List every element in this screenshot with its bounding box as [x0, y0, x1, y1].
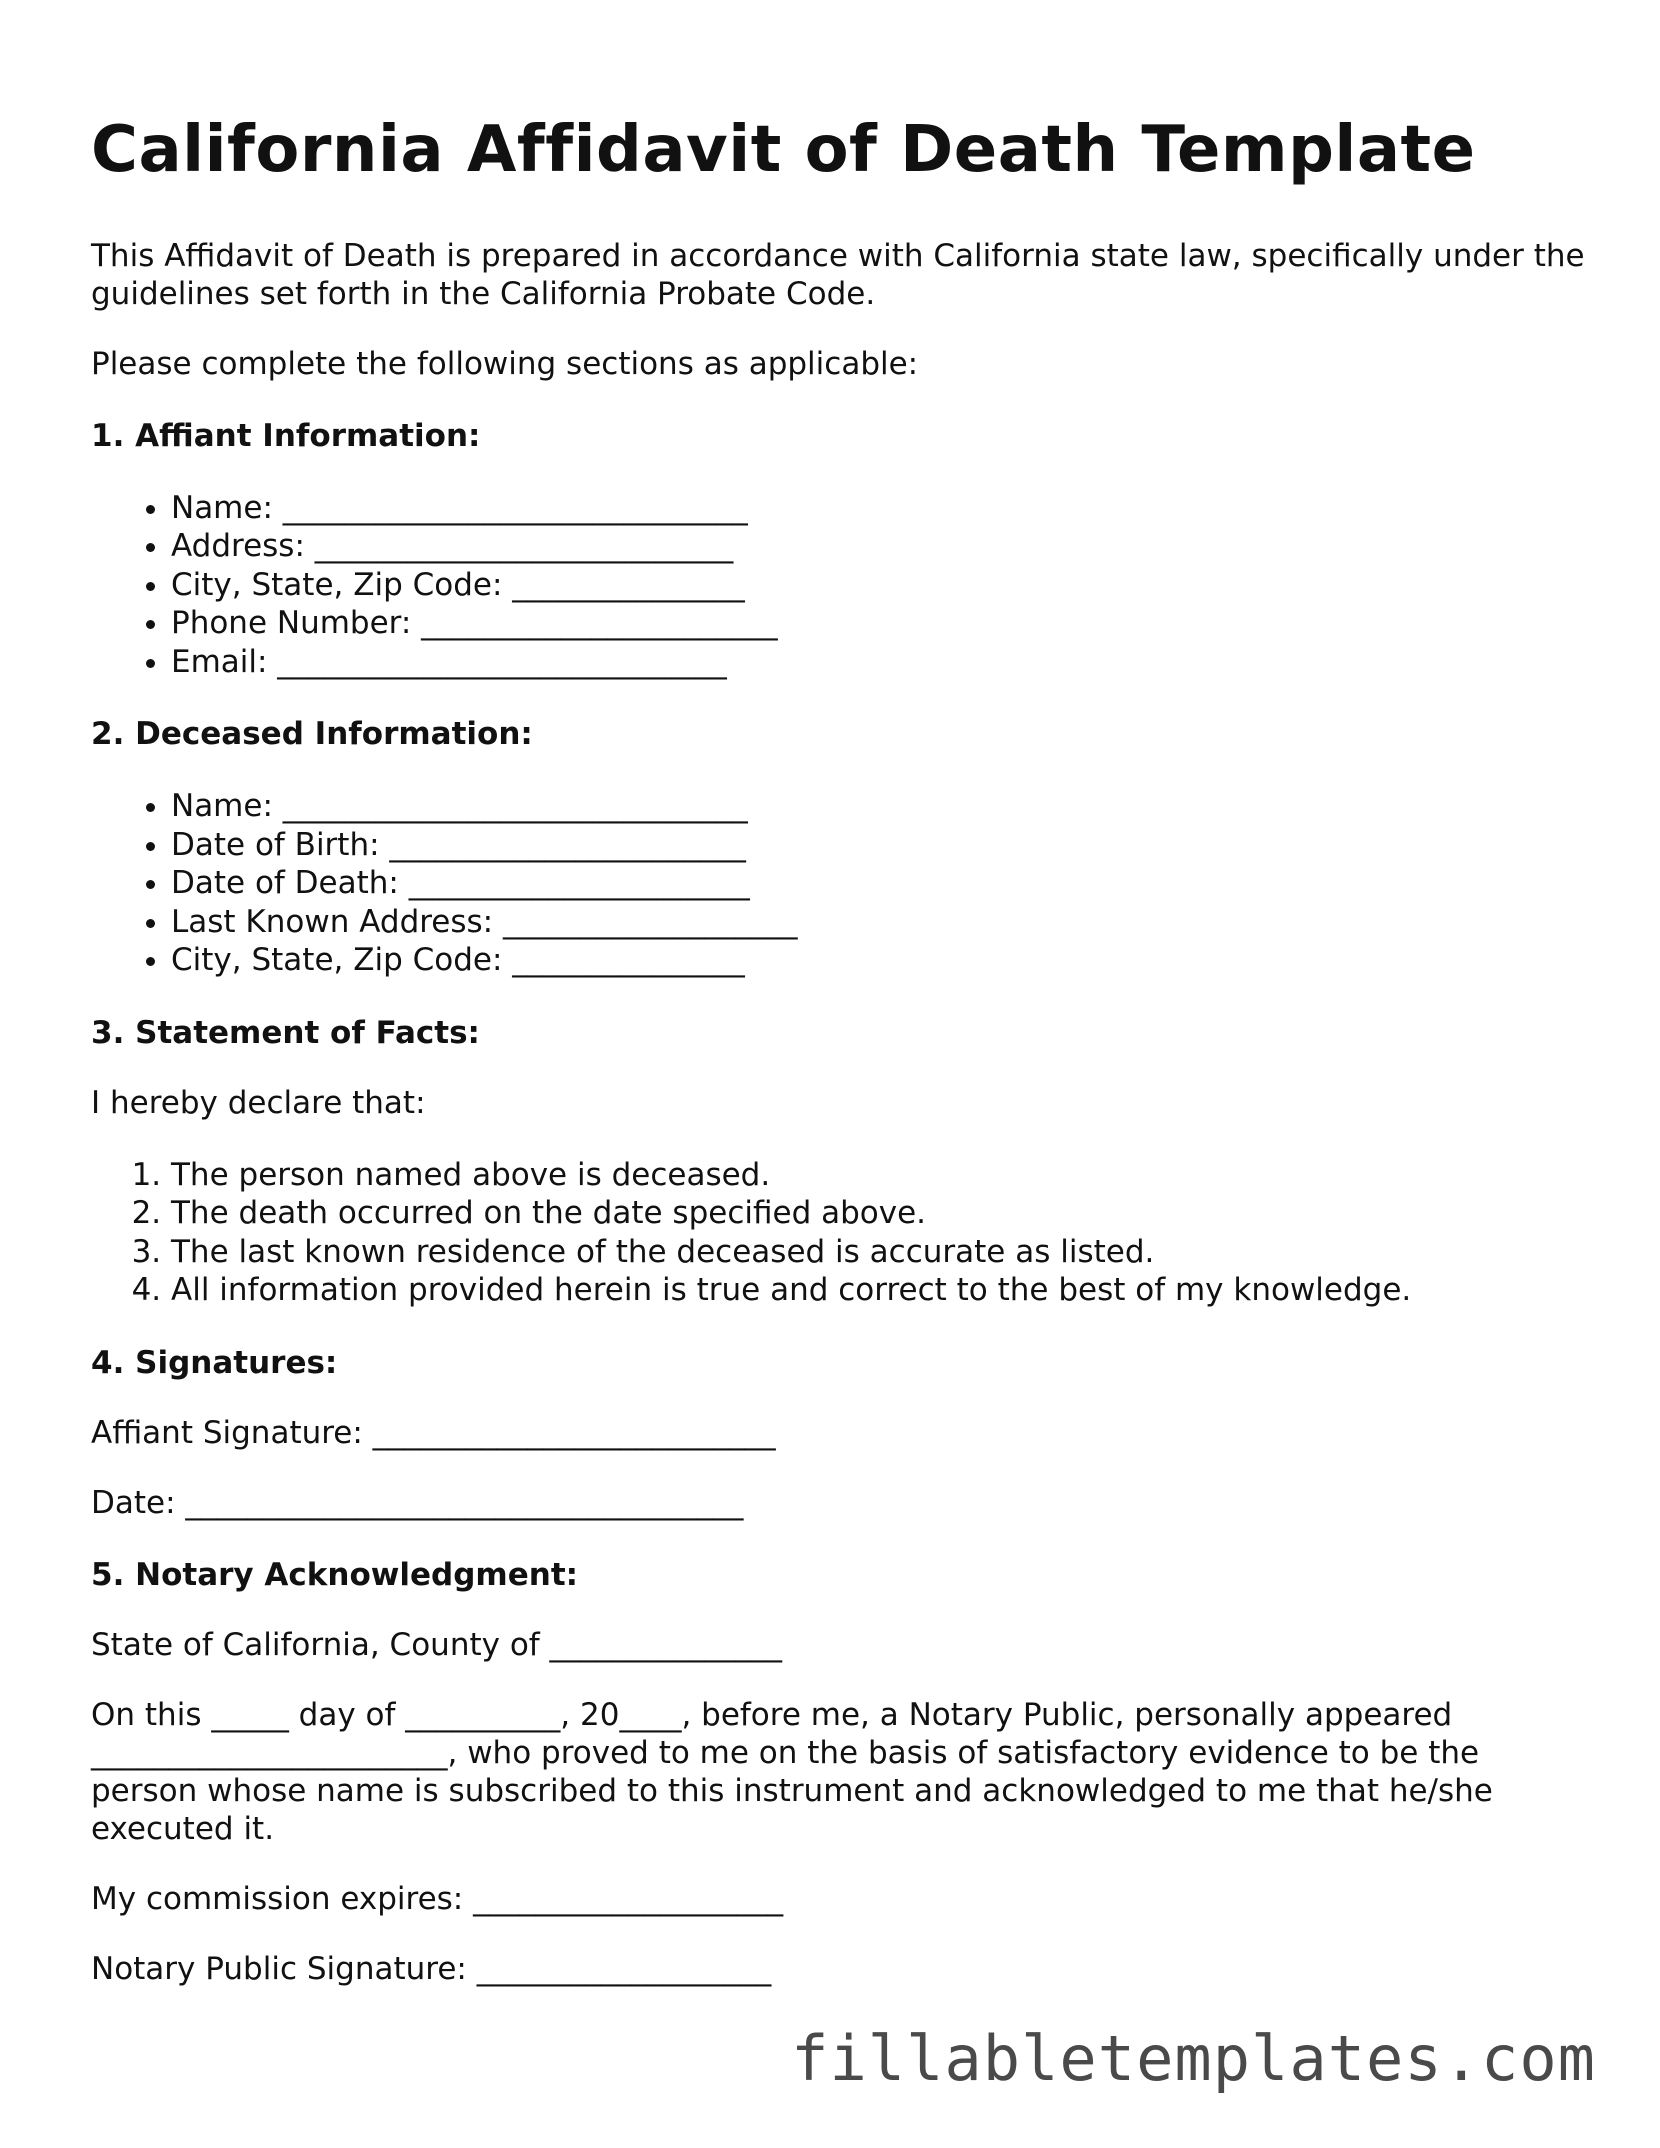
affiant-city-state-zip-field[interactable]: • City, State, Zip Code: _______________: [171, 566, 1591, 605]
affiant-phone-field[interactable]: • Phone Number: _______________________: [171, 604, 1591, 643]
section-heading-signatures: 4. Signatures:: [91, 1344, 338, 1381]
fact-item: 1. The person named above is deceased.: [171, 1156, 1591, 1195]
facts-list: [91, 1156, 1591, 1310]
notary-signature-field[interactable]: Notary Public Signature: ___________________: [91, 1950, 772, 1987]
section-heading-deceased: 2. Deceased Information:: [91, 716, 533, 753]
deceased-address-field[interactable]: • Last Known Address: ___________________: [171, 903, 1591, 942]
fact-item: 3. The last known residence of the deceased is accurate as listed.: [171, 1233, 1591, 1272]
section-heading-notary: 5. Notary Acknowledgment:: [91, 1556, 579, 1593]
document-title: California Affidavit of Death Template: [91, 113, 1476, 187]
intro-paragraph: This Affidavit of Death is prepared in accordance with California state law, specifically under the guidelines set forth in the California Probate Code.: [91, 237, 1585, 312]
fact-item: 2. The death occurred on the date specified above.: [171, 1194, 1591, 1233]
site-watermark: fillabletemplates.com: [791, 2022, 1596, 2095]
affiant-field-list: [91, 489, 1591, 682]
deceased-death-date-field[interactable]: • Date of Death: ______________________: [171, 864, 1591, 903]
deceased-city-state-zip-field[interactable]: • City, State, Zip Code: _______________: [171, 941, 1591, 980]
notary-commission-field[interactable]: My commission expires: ____________________: [91, 1880, 784, 1917]
deceased-field-list: [91, 787, 1591, 980]
affiant-address-field[interactable]: • Address: ___________________________: [171, 527, 1591, 566]
facts-lead-text: I hereby declare that:: [91, 1084, 426, 1121]
notary-statement[interactable]: On this _____ day of __________, 20____, before me, a Notary Public, personally appeared _______________________, who proved to me on the basis of satisfactory evidence to be the person whose name is subscribed to this instrument and acknowledged to me that he/she executed it.: [91, 1696, 1493, 1847]
section-heading-affiant: 1. Affiant Information:: [91, 417, 481, 454]
document: [91, 112, 1591, 1988]
notary-county-field[interactable]: State of California, County of _______________: [91, 1626, 783, 1663]
affiant-signature-field[interactable]: Affiant Signature: __________________________: [91, 1414, 776, 1451]
section-heading-facts: 3. Statement of Facts:: [91, 1014, 480, 1051]
signature-date-field[interactable]: Date: ____________________________________: [91, 1484, 744, 1521]
affiant-name-field[interactable]: • Name: ______________________________: [171, 489, 1591, 528]
deceased-name-field[interactable]: • Name: ______________________________: [171, 787, 1591, 826]
affiant-email-field[interactable]: • Email: _____________________________: [171, 643, 1591, 682]
deceased-birth-date-field[interactable]: • Date of Birth: _______________________: [171, 826, 1591, 865]
fact-item: 4. All information provided herein is true and correct to the best of my knowledge.: [171, 1271, 1591, 1310]
instruction-text: Please complete the following sections as applicable:: [91, 345, 919, 382]
